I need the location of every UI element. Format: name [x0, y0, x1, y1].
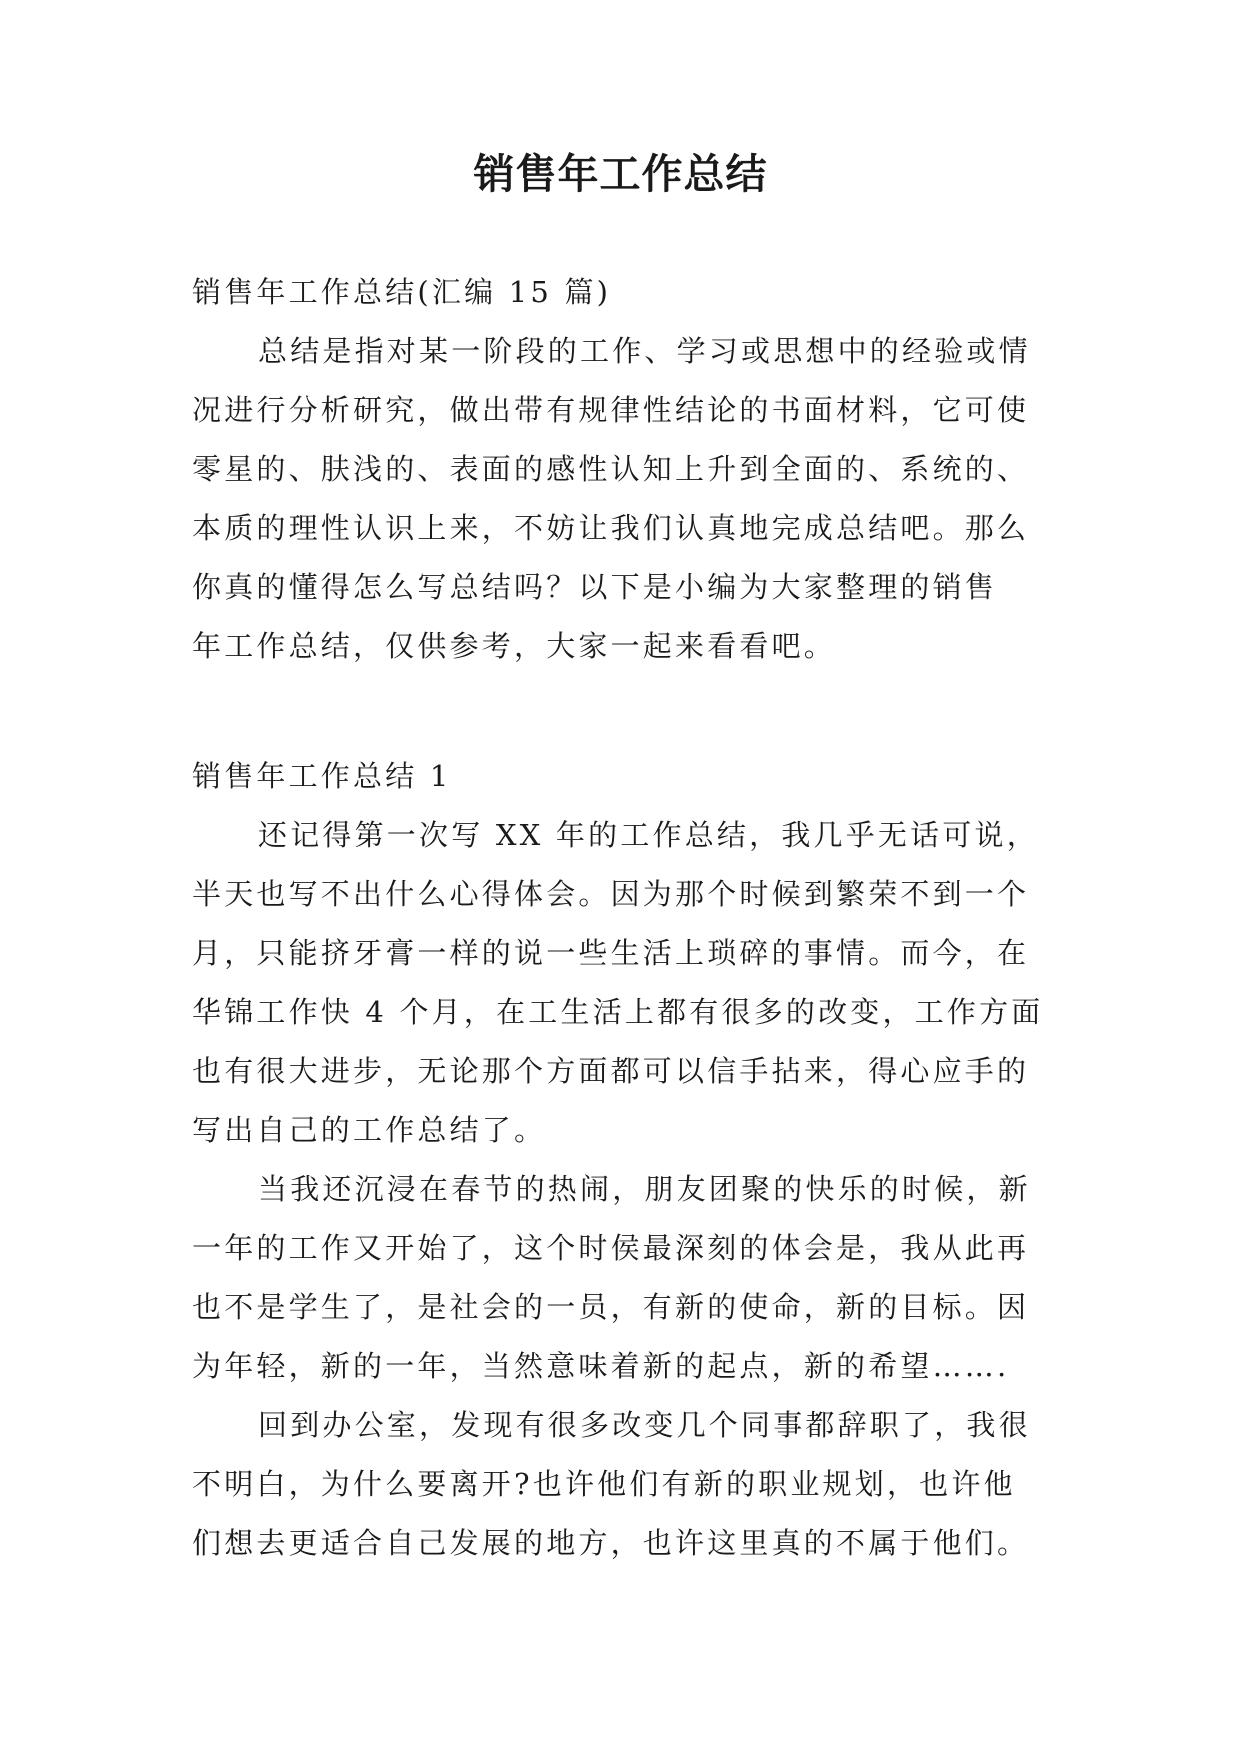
paragraph-line: 月，只能挤牙膏一样的说一些生活上琐碎的事情。而今，在	[192, 936, 1030, 970]
paragraph-line: 写出自己的工作总结了。	[192, 1113, 547, 1147]
intro-paragraph	[192, 322, 1072, 676]
intro-line: 况进行分析研究，做出带有规律性结论的书面材料，它可使	[192, 393, 1030, 427]
paragraph-line: 一年的工作又开始了，这个时侯最深刻的体会是，我从此再	[192, 1231, 1030, 1265]
paragraph-3	[192, 1396, 1072, 1573]
intro-line: 总结是指对某一阶段的工作、学习或思想中的经验或情	[258, 334, 1031, 368]
document-subtitle: 销售年工作总结(汇编 15 篇)	[192, 275, 612, 309]
document-body	[192, 263, 1072, 1573]
paragraph-1	[192, 806, 1072, 1160]
intro-line: 年工作总结，仅供参考，大家一起来看看吧。	[192, 629, 837, 663]
intro-line: 零星的、肤浅的、表面的感性认知上升到全面的、系统的、	[192, 452, 1030, 486]
paragraph-line: 也不是学生了，是社会的一员，有新的使命，新的目标。因	[192, 1290, 1030, 1324]
paragraph-line: 也有很大进步，无论那个方面都可以信手拈来，得心应手的	[192, 1054, 1030, 1088]
intro-line: 本质的理性认识上来，不妨让我们认真地完成总结吧。那么	[192, 511, 1030, 545]
paragraph-line: 不明白，为什么要离开?也许他们有新的职业规划，也许他	[192, 1467, 1016, 1501]
paragraph-line: 们想去更适合自己发展的地方，也许这里真的不属于他们。	[192, 1526, 1030, 1560]
intro-line: 你真的懂得怎么写总结吗？以下是小编为大家整理的销售	[192, 570, 998, 604]
paragraph-line: 半天也写不出什么心得体会。因为那个时候到繁荣不到一个	[192, 877, 1030, 911]
paragraph-2	[192, 1160, 1072, 1396]
page-title: 销售年工作总结	[473, 150, 768, 198]
paragraph-line: 为年轻，新的一年，当然意味着新的起点，新的希望…….	[192, 1349, 1010, 1383]
section-heading: 销售年工作总结 1	[192, 759, 452, 793]
paragraph-line: 回到办公室，发现有很多改变几个同事都辞职了，我很	[258, 1408, 1031, 1442]
paragraph-line: 当我还沉浸在春节的热闹，朋友团聚的快乐的时候，新	[258, 1172, 1031, 1206]
section-spacer	[192, 676, 1072, 747]
paragraph-line: 华锦工作快 4 个月，在工生活上都有很多的改变，工作方面	[192, 995, 1044, 1029]
paragraph-line: 还记得第一次写 XX 年的工作总结，我几乎无话可说，	[258, 818, 1039, 852]
